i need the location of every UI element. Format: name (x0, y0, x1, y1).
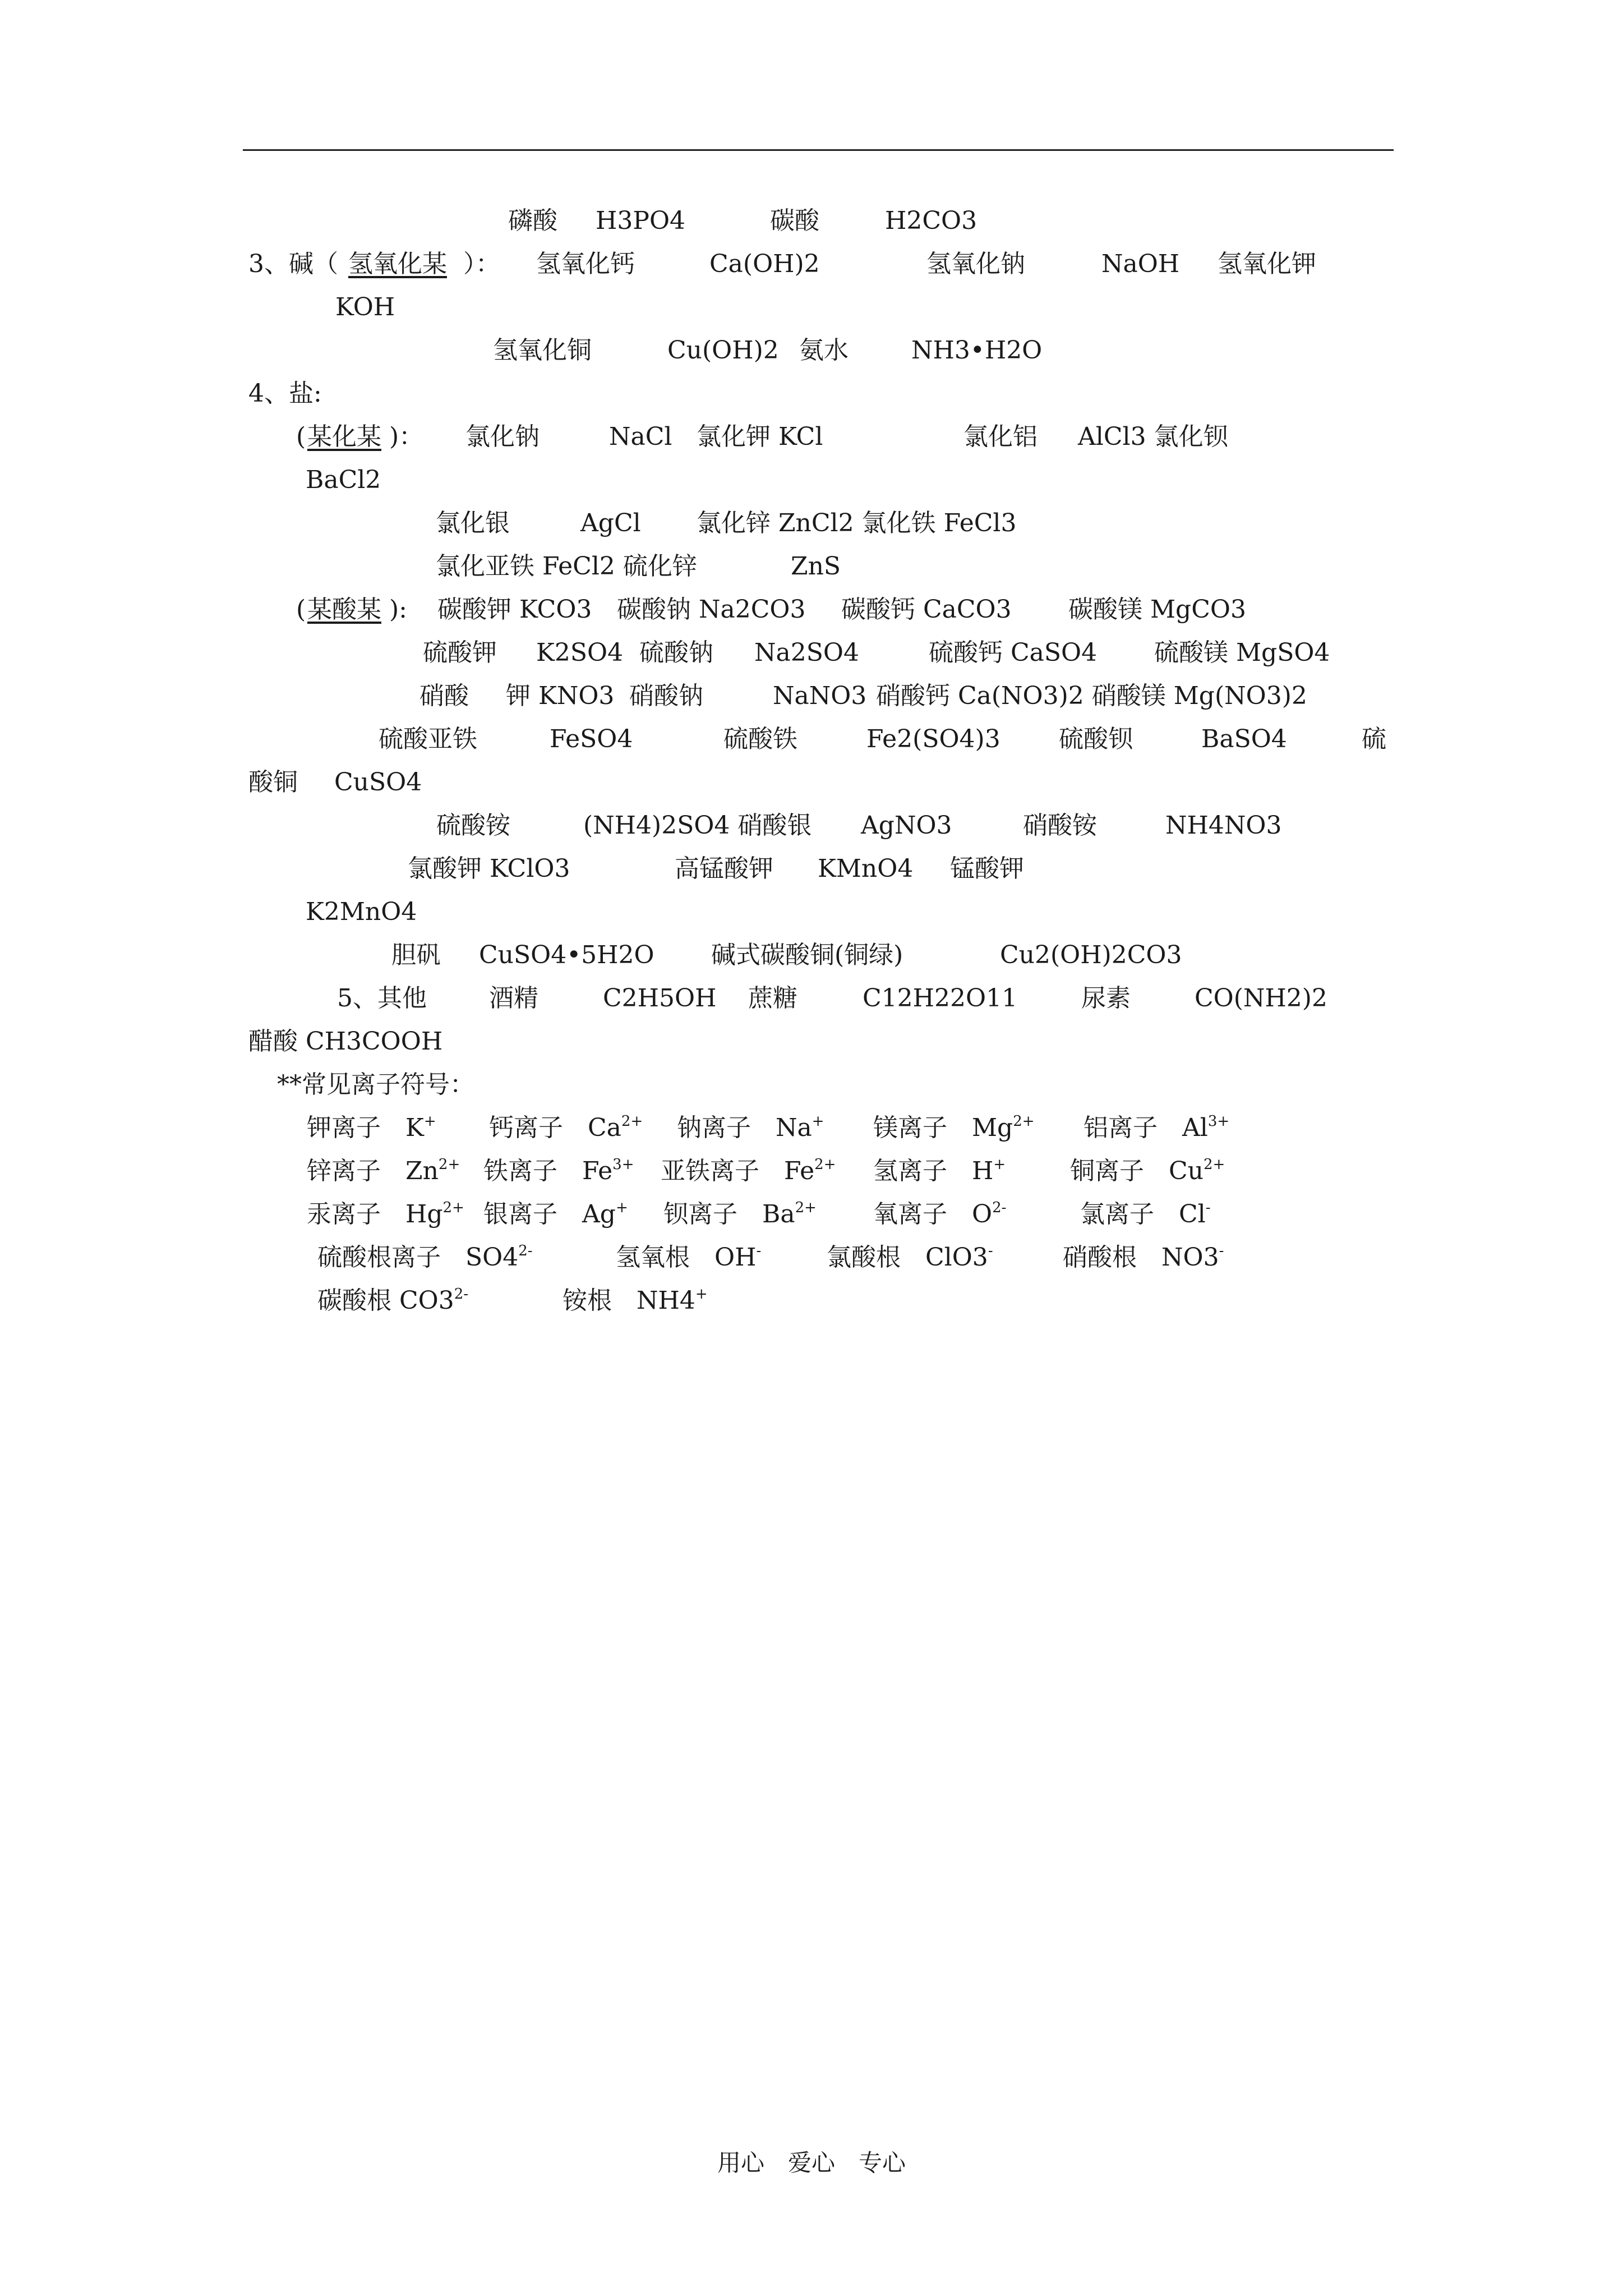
text-line-7 (0, 459, 1623, 501)
text-span: H3PO4 (596, 206, 686, 235)
text-span: 硫酸钠 (639, 638, 713, 667)
ion-entry: 钠离子 Na+ (677, 1113, 824, 1142)
underlined-term: 某酸某 (307, 595, 381, 624)
ion-entry: 硝酸根 NO3- (1063, 1243, 1224, 1272)
text-span: 氯化银 (436, 509, 510, 537)
ion-row-2 (0, 1150, 1623, 1193)
text-line-10 (0, 588, 1623, 631)
text-span: (NH4)2SO4 硝酸银 (583, 811, 812, 840)
text-span: C2H5OH (603, 984, 717, 1013)
text-span: CuSO4•5H2O (479, 941, 654, 969)
text-span: AgCl (580, 509, 641, 537)
text-span: 碳酸钾 KCO3 (437, 595, 592, 624)
text-span: 高锰酸钾 (675, 854, 773, 883)
text-span: 硫酸铁 (723, 725, 797, 753)
text-span: K2MnO4 (306, 898, 417, 926)
text-span: ( (296, 595, 306, 624)
ion-section-heading (0, 1064, 1623, 1106)
text-line-17 (0, 891, 1623, 933)
text-span: ( (296, 422, 306, 451)
ion-entry: 银离子 Ag+ (483, 1199, 628, 1228)
ion-entry: 亚铁离子 $Fe^{2+}$ (661, 1156, 836, 1185)
text-line-20 (0, 1020, 1623, 1063)
text-span: 钾 KNO3 (506, 682, 615, 710)
ion-entry: 铝离子 $Al^{3+}$ (1083, 1113, 1230, 1142)
text-span: Cu2(OH)2CO3 (1000, 941, 1182, 969)
text-span: 硝酸 (419, 682, 469, 710)
text-span: 碳酸钙 CaCO3 (841, 595, 1012, 624)
text-span: ）： (463, 250, 500, 278)
ion-entry: 镁离子 $Mg^{2+}$ (873, 1113, 1035, 1142)
text-span: 硫酸钙 CaSO4 (929, 638, 1098, 667)
text-span: 氯酸钾 KClO3 (408, 854, 570, 883)
text-span: K2SO4 (536, 638, 624, 667)
text-span: NaOH (1101, 250, 1180, 278)
text-span: 碳酸镁 MgCO3 (1068, 595, 1246, 624)
text-line-12 (0, 675, 1623, 717)
ion-entry: 钾离子 K+ (307, 1113, 436, 1142)
header-rule (243, 149, 1394, 151)
text-span: AgNO3 (861, 811, 952, 840)
ion-entry: 钡离子 $Ba^{2+}$ (663, 1199, 817, 1228)
text-span: 氢氧化钾 (1218, 250, 1316, 278)
text-span: 胆矾 (391, 941, 441, 969)
ion-entry: 氢离子 H+ (873, 1156, 1006, 1185)
text-span: 硝酸钠 (629, 682, 703, 710)
ion-row-1 (0, 1107, 1623, 1149)
text-span: 硝酸铵 (1023, 811, 1097, 840)
text-line-6 (0, 416, 1623, 458)
ion-entry: 氧离子 $O^{2-}$ (873, 1199, 1007, 1228)
ion-entry: 氢氧根 OH- (616, 1243, 762, 1272)
text-span: 硫酸钡 (1059, 725, 1133, 753)
text-span: NH3•H2O (911, 336, 1043, 365)
text-span: Na2SO4 (754, 638, 859, 667)
ion-entry: 碳酸根 $CO3^{2-}$ (317, 1286, 469, 1315)
text-span: )： (389, 422, 424, 451)
text-span: 蔗糖 (748, 984, 797, 1013)
text-span: Cu(OH)2 (667, 336, 779, 365)
text-line-15 (0, 804, 1623, 847)
text-line-11 (0, 632, 1623, 674)
text-line-18 (0, 934, 1623, 977)
text-span: 碱式碳酸铜(铜绿) (711, 941, 903, 969)
text-line-5 (0, 372, 1623, 415)
text-span: H2CO3 (885, 206, 978, 235)
text-span: KMnO4 (818, 854, 914, 883)
text-span: Ca(OH)2 (709, 250, 820, 278)
text-span: 硫酸钾 (423, 638, 497, 667)
text-span: 3、碱（ (248, 250, 338, 278)
text-span: 尿素 (1081, 984, 1131, 1013)
text-span: 硫酸亚铁 (379, 725, 477, 753)
text-span: CO(NH2)2 (1195, 984, 1327, 1013)
text-span: 硫 (1362, 725, 1386, 753)
text-span: NaCl (609, 422, 672, 451)
ion-entry: 铁离子 $Fe^{3+}$ (483, 1156, 634, 1185)
text-span: NaNO3 (773, 682, 867, 710)
text-line-16 (0, 848, 1623, 890)
text-span: BaSO4 (1201, 725, 1287, 753)
text-span: NH4NO3 (1165, 811, 1282, 840)
page-footer: 用心 爱心 专心 (717, 2149, 906, 2177)
text-span: 酸铜 (248, 768, 298, 797)
text-line-19 (0, 977, 1623, 1020)
ion-row-4 (0, 1236, 1623, 1279)
text-span: 氢氧化铜 (493, 336, 592, 365)
text-span: FeSO4 (550, 725, 633, 753)
text-span: 氯化钠 (465, 422, 540, 451)
text-span: 碳酸钠 Na2CO3 (617, 595, 806, 624)
text-line-2 (0, 243, 1623, 286)
text-span: **常见离子符号： (277, 1070, 474, 1099)
text-span: 氢氧化钙 (536, 250, 635, 278)
ion-entry: 汞离子 $Hg^{2+}$ (307, 1199, 464, 1228)
text-span: 氢氧化钠 (926, 250, 1025, 278)
text-span: 4、盐: (248, 379, 322, 408)
text-line-9 (0, 545, 1623, 588)
text-span: 醋酸 CH3COOH (248, 1027, 443, 1056)
text-line-1 (0, 200, 1623, 242)
text-span: ): (389, 595, 407, 624)
text-span: ZnS (791, 552, 841, 581)
text-span: 氯化铝 (963, 422, 1038, 451)
ion-row-3 (0, 1193, 1623, 1236)
text-span: KOH (335, 293, 395, 321)
ion-entry: 铵根 NH4+ (562, 1286, 708, 1315)
text-span: 氯化锌 ZnCl2 氯化铁 FeCl3 (697, 509, 1017, 537)
text-span: CuSO4 (334, 768, 422, 797)
text-line-8 (0, 502, 1623, 545)
text-span: 碳酸 (770, 206, 819, 235)
text-span: 锰酸钾 (950, 854, 1024, 883)
text-line-14 (0, 761, 1623, 804)
ion-entry: 铜离子 $Cu^{2+}$ (1070, 1156, 1225, 1185)
text-span: 硫酸铵 (436, 811, 510, 840)
text-span: 硫酸镁 MgSO4 (1154, 638, 1330, 667)
ion-entry: 硫酸根离子 $SO4^{2-}$ (317, 1243, 533, 1272)
text-span: 氨水 (799, 336, 849, 365)
underlined-term: 某化某 (307, 422, 381, 451)
text-line-4 (0, 329, 1623, 372)
underlined-term: 氢氧化某 (348, 250, 447, 278)
ion-entry: 氯离子 Cl- (1080, 1199, 1211, 1228)
text-span: AlCl3 氯化钡 (1078, 422, 1228, 451)
text-line-13 (0, 718, 1623, 761)
ion-entry: 氯酸根 ClO3- (827, 1243, 993, 1272)
text-span: Fe2(SO4)3 (866, 725, 1000, 753)
text-span: 氯化亚铁 FeCl2 硫化锌 (436, 552, 697, 581)
text-span: 5、其他 (337, 984, 427, 1013)
text-line-3 (0, 286, 1623, 329)
ion-entry: 钙离子 $Ca^{2+}$ (489, 1113, 643, 1142)
text-span: 氯化钾 KCl (697, 422, 823, 451)
ion-entry: 锌离子 $Zn^{2+}$ (307, 1156, 460, 1185)
ion-row-5 (0, 1280, 1623, 1322)
text-span: 硝酸钙 Ca(NO3)2 硝酸镁 Mg(NO3)2 (876, 682, 1307, 710)
text-span: 酒精 (489, 984, 538, 1013)
text-span: C12H22O11 (863, 984, 1018, 1013)
text-span: BaCl2 (306, 466, 381, 494)
text-span: 磷酸 (508, 206, 557, 235)
